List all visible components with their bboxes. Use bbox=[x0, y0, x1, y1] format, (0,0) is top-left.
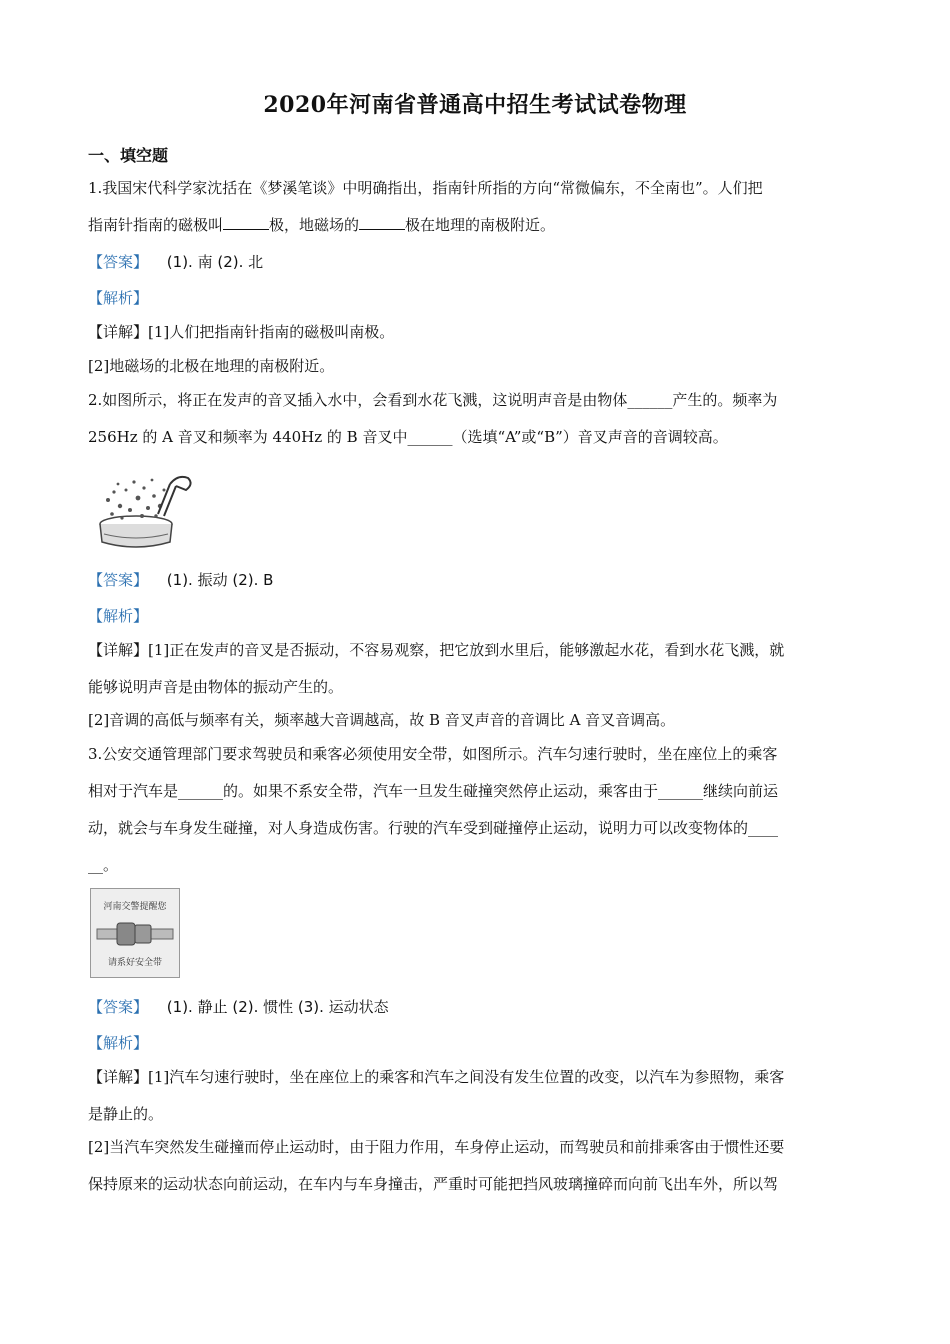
detail-tag: 【详解】 bbox=[88, 641, 149, 659]
section-heading: 一、填空题 bbox=[88, 146, 169, 165]
q1-stem-part-a: 指南针指南的磁极叫 bbox=[88, 216, 224, 234]
q1-detail-2: [2]地磁场的北极在地理的南极附近。 bbox=[88, 357, 335, 375]
q3-analysis-tag: 【解析】 bbox=[88, 1034, 149, 1052]
q3-detail-1b: 是静止的。 bbox=[88, 1105, 164, 1123]
q1-stem-line2 bbox=[88, 215, 868, 235]
q3-stem-line2: 相对于汽车是______的。如果不系安全带，汽车一旦发生碰撞突然停止运动，乘客由于______继续向前运 bbox=[88, 782, 779, 800]
q3-answer bbox=[88, 997, 868, 1017]
q2-detail-1 bbox=[88, 640, 868, 660]
q1-answer bbox=[88, 252, 868, 272]
q2-detail-2: [2]音调的高低与频率有关，频率越大音调越高，故 B 音叉声音的音调比 A 音叉音调高。 bbox=[88, 711, 676, 729]
q1-answer-text: (1). 南 (2). 北 bbox=[166, 253, 264, 271]
q1-blank-1 bbox=[223, 215, 269, 230]
q1-stem-line1: 1.我国宋代科学家沈括在《梦溪笔谈》中明确指出，指南针所指的方向“常微偏东，不全南也”。人们把 bbox=[88, 179, 763, 197]
q1-stem-part-c: 极在地理的南极附近。 bbox=[405, 216, 556, 234]
q3-detail-2: [2]当汽车突然发生碰撞而停止运动时，由于阻力作用，车身停止运动，而驾驶员和前排乘客由于惯性还要 bbox=[88, 1138, 785, 1156]
q3-stem-line4: __。 bbox=[88, 856, 119, 874]
q3-detail-1-text: [1]汽车匀速行驶时，坐在座位上的乘客和汽车之间没有发生位置的改变，以汽车为参照物，乘客 bbox=[148, 1068, 785, 1086]
q3-stem-line3: 动，就会与车身发生碰撞，对人身造成伤害。行驶的汽车受到碰撞停止运动，说明力可以改变物体的____ bbox=[88, 819, 779, 837]
seatbelt-sign-figure bbox=[90, 888, 180, 978]
q2-answer-text: (1). 振动 (2). B bbox=[166, 571, 274, 589]
q3-detail-1 bbox=[88, 1067, 868, 1087]
q3-answer-text: (1). 静止 (2). 惯性 (3). 运动状态 bbox=[166, 998, 389, 1016]
sign-top-text: 河南交警提醒您 bbox=[103, 902, 167, 912]
q2-detail-1b: 能够说明声音是由物体的振动产生的。 bbox=[88, 678, 344, 696]
q2-stem-line1: 2.如图所示，将正在发声的音叉插入水中，会看到水花飞溅，这说明声音是由物体______产生的。频率为 bbox=[88, 391, 778, 409]
answer-tag: 【答案】 bbox=[88, 998, 149, 1016]
q2-detail-1-text: [1]正在发声的音叉是否振动，不容易观察，把它放到水里后，能够激起水花，看到水花飞溅，就 bbox=[148, 641, 785, 659]
q2-stem-line2: 256Hz 的 A 音叉和频率为 440Hz 的 B 音叉中______（选填“A”或“B”）音叉声音的音调较高。 bbox=[88, 428, 728, 446]
q1-detail-1-text: [1]人们把指南针指南的磁极叫南极。 bbox=[148, 323, 395, 341]
seatbelt-buckle-icon bbox=[95, 919, 175, 949]
tuning-fork-in-water-figure bbox=[98, 470, 198, 552]
detail-tag: 【详解】 bbox=[88, 323, 149, 341]
page-title: 2020年河南省普通高中招生考试试卷物理 bbox=[263, 92, 687, 118]
q3-detail-2b: 保持原来的运动状态向前运动，在车内与车身撞击，严重时可能把挡风玻璃撞碎而向前飞出车外，所以驾 bbox=[88, 1175, 779, 1193]
q2-analysis-tag: 【解析】 bbox=[88, 607, 149, 625]
q1-blank-2 bbox=[359, 215, 405, 230]
q1-analysis-tag: 【解析】 bbox=[88, 289, 149, 307]
q3-stem-line1: 3.公安交通管理部门要求驾驶员和乘客必须使用安全带，如图所示。汽车匀速行驶时，坐在座位上的乘客 bbox=[88, 745, 778, 763]
answer-tag: 【答案】 bbox=[88, 253, 149, 271]
answer-tag: 【答案】 bbox=[88, 571, 149, 589]
q2-answer bbox=[88, 570, 868, 590]
q1-stem-part-b: 极，地磁场的 bbox=[269, 216, 360, 234]
q1-detail-1 bbox=[88, 322, 868, 342]
detail-tag: 【详解】 bbox=[88, 1068, 149, 1086]
sign-bottom-text: 请系好安全带 bbox=[107, 958, 162, 968]
